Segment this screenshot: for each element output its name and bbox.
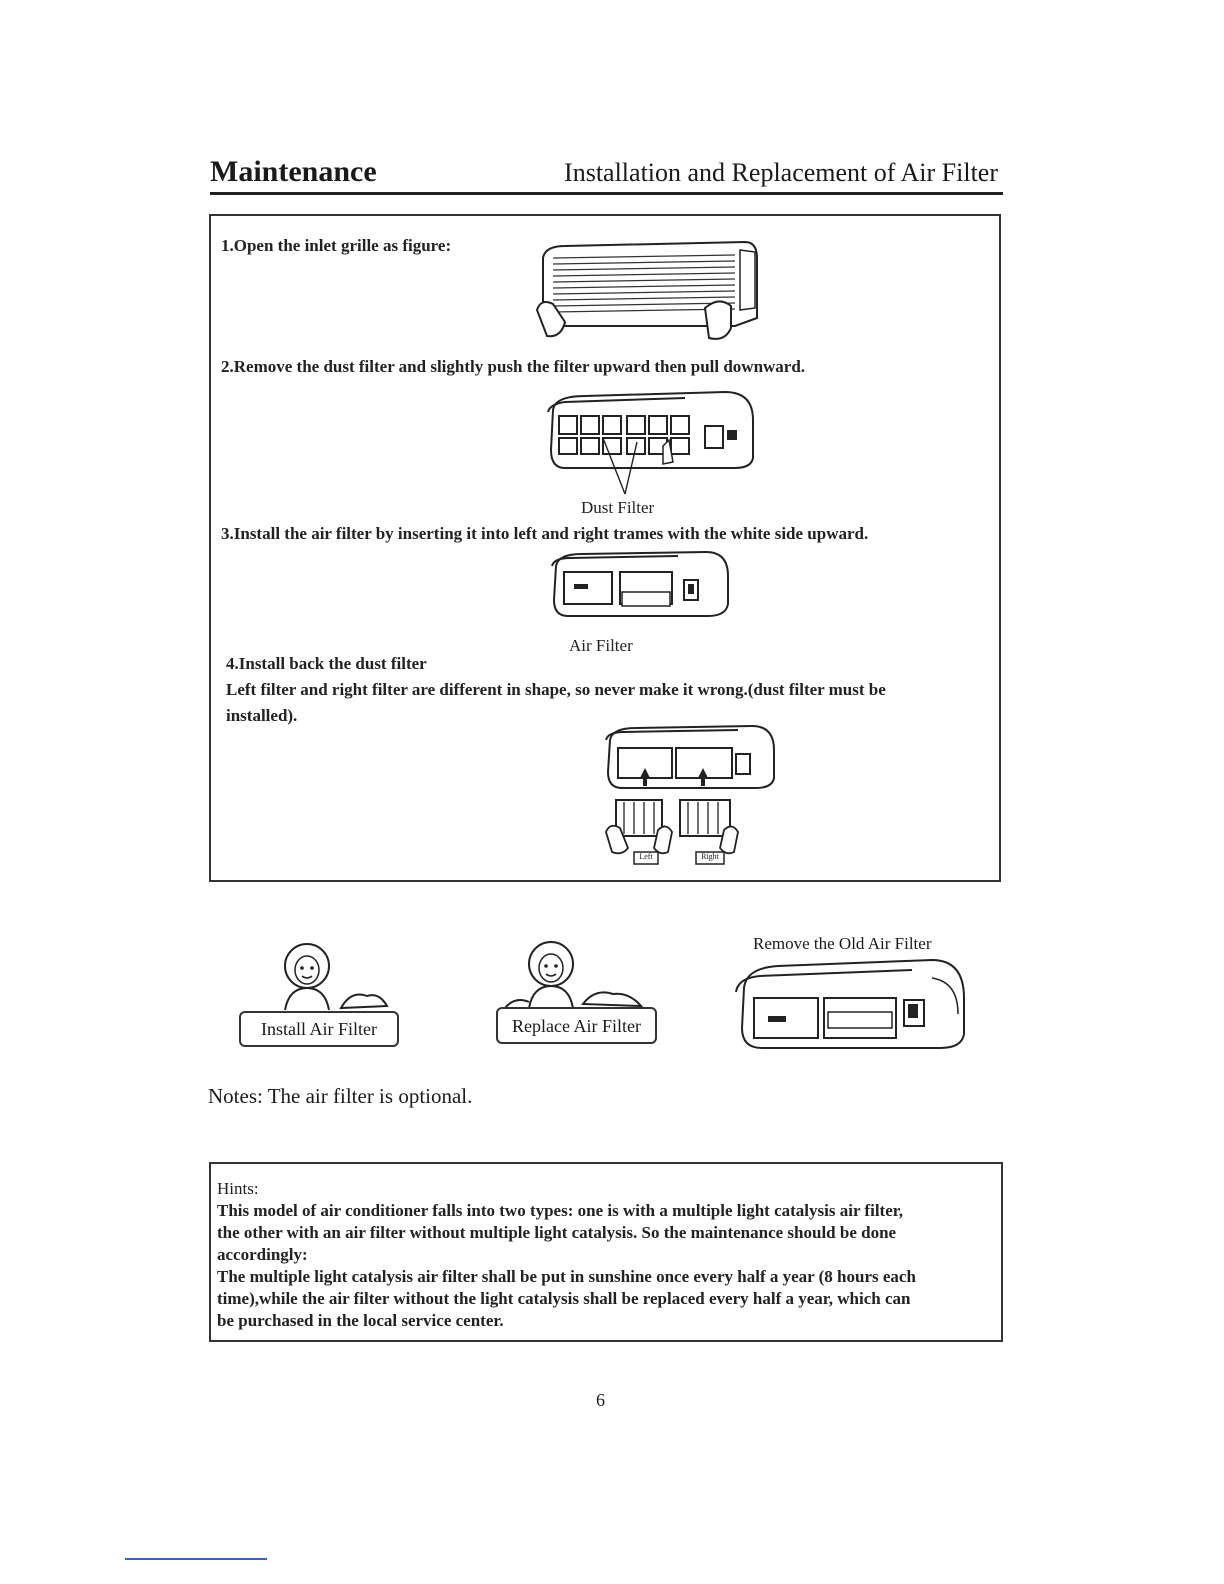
page-title: Maintenance (210, 155, 377, 188)
hints-line-3: accordingly: (217, 1245, 308, 1264)
figure-install-dust-filter (598, 722, 778, 872)
hints-line-1: This model of air conditioner falls into two types: one is with a multiple light catalysis air filter, (217, 1201, 903, 1220)
step-4-line-1: Left filter and right filter are different in shape, so never make it wrong.(dust filter must be (226, 680, 886, 699)
page-number: 6 (596, 1390, 605, 1410)
air-filter-caption: Air Filter (569, 636, 633, 655)
figure-dust-filter (545, 390, 760, 500)
figure-open-grille (535, 238, 765, 343)
hints-line-4: The multiple light catalysis air filter shall be put in sunshine once every half a year (8 hours each (217, 1267, 916, 1286)
notes-text: Notes: The air filter is optional. (208, 1084, 473, 1108)
header-rule (210, 192, 1003, 195)
figure-person-replace (505, 940, 655, 1012)
hints-title: Hints: (217, 1179, 259, 1198)
hints-line-6: be purchased in the local service center. (217, 1311, 504, 1330)
figure-person-install (275, 940, 405, 1015)
step-4-line-2: installed). (226, 706, 298, 725)
hints-line-5: time),while the air filter without the light catalysis shall be replaced every half a year, which can (217, 1289, 911, 1308)
step-1-text: 1.Open the inlet grille as figure: (221, 236, 452, 255)
hints-text (217, 1178, 1007, 1332)
hints-line-2: the other with an air filter without multiple light catalysis. So the maintenance should be done (217, 1223, 897, 1242)
footer-line (125, 1558, 267, 1560)
left-filter-tag: Left (639, 852, 653, 861)
step-3-text: 3.Install the air filter by inserting it into left and right trames with the white side upward. (221, 524, 869, 543)
replace-air-filter-label: Replace Air Filter (496, 1007, 657, 1044)
step-4-title: 4.Install back the dust filter (226, 654, 427, 673)
page-subtitle: Installation and Replacement of Air Filter (564, 158, 998, 187)
remove-old-filter-caption: Remove the Old Air Filter (753, 934, 932, 953)
right-filter-tag: Right (701, 852, 719, 861)
install-air-filter-label: Install Air Filter (239, 1011, 399, 1047)
figure-air-filter (548, 550, 733, 625)
step-2-text: 2.Remove the dust filter and slightly push the filter upward then pull downward. (221, 357, 806, 376)
dust-filter-caption: Dust Filter (581, 498, 655, 517)
figure-remove-old-filter (732, 958, 970, 1058)
